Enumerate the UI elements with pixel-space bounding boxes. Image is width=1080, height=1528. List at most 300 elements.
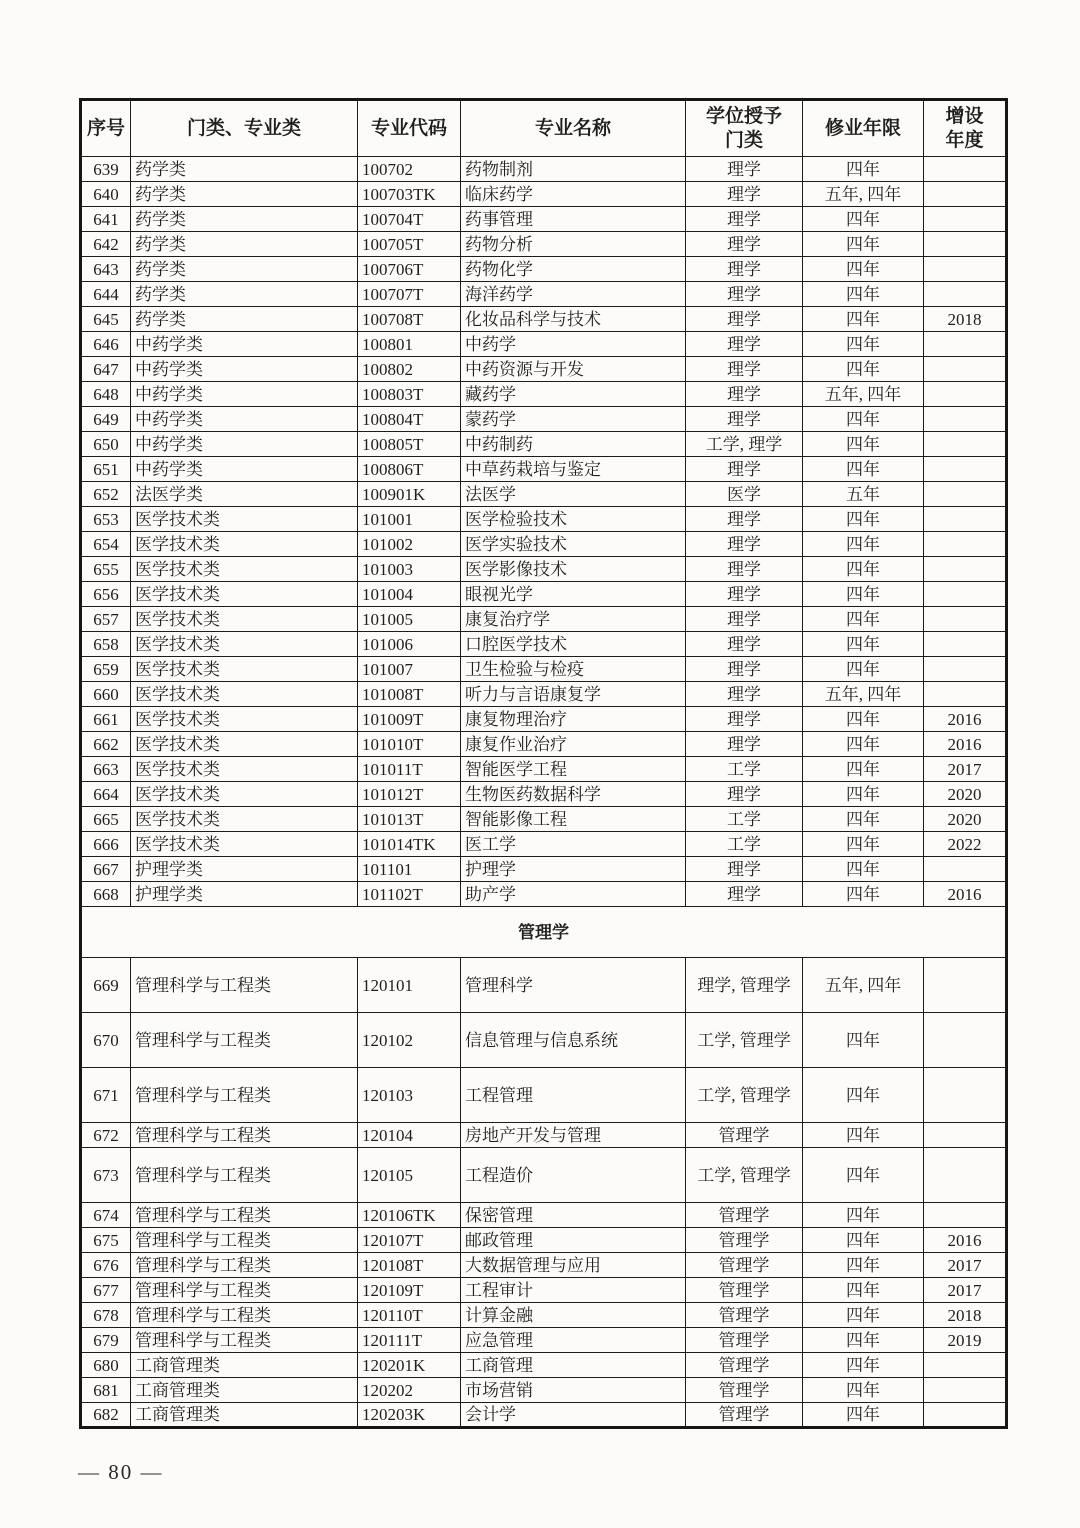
cell-years: 四年 — [803, 1403, 924, 1428]
cell-serial: 665 — [81, 807, 131, 832]
cell-year-added: 2018 — [924, 307, 1007, 332]
cell-years: 四年 — [803, 782, 924, 807]
cell-year-added: 2016 — [924, 882, 1007, 907]
cell-year-added — [924, 207, 1007, 232]
cell-code: 120201K — [358, 1353, 461, 1378]
cell-year-added — [924, 557, 1007, 582]
cell-degree: 理学 — [686, 857, 803, 882]
cell-code: 120105 — [358, 1148, 461, 1203]
cell-category: 管理科学与工程类 — [131, 1228, 358, 1253]
cell-degree: 理学 — [686, 782, 803, 807]
cell-degree: 理学 — [686, 332, 803, 357]
table-row — [81, 157, 1007, 182]
cell-years: 四年 — [803, 507, 924, 532]
cell-code: 101005 — [358, 607, 461, 632]
cell-name: 医学实验技术 — [461, 532, 686, 557]
cell-category: 医学技术类 — [131, 682, 358, 707]
table-row — [81, 1403, 1007, 1428]
cell-category: 工商管理类 — [131, 1403, 358, 1428]
cell-name: 工程审计 — [461, 1278, 686, 1303]
column-header: 增设 年度 — [924, 100, 1007, 157]
column-header: 学位授予 门类 — [686, 100, 803, 157]
table-row — [81, 1123, 1007, 1148]
cell-serial: 659 — [81, 657, 131, 682]
cell-degree: 理学 — [686, 207, 803, 232]
cell-serial: 681 — [81, 1378, 131, 1403]
cell-code: 120103 — [358, 1068, 461, 1123]
cell-code: 100703TK — [358, 182, 461, 207]
cell-degree: 理学 — [686, 657, 803, 682]
cell-category: 工商管理类 — [131, 1378, 358, 1403]
cell-category: 中药学类 — [131, 332, 358, 357]
cell-serial: 640 — [81, 182, 131, 207]
cell-year-added: 2022 — [924, 832, 1007, 857]
cell-degree: 理学 — [686, 607, 803, 632]
cell-name: 保密管理 — [461, 1203, 686, 1228]
cell-degree: 医学 — [686, 482, 803, 507]
cell-name: 蒙药学 — [461, 407, 686, 432]
cell-name: 药物制剂 — [461, 157, 686, 182]
cell-serial: 644 — [81, 282, 131, 307]
cell-serial: 668 — [81, 882, 131, 907]
table-row — [81, 257, 1007, 282]
cell-serial: 666 — [81, 832, 131, 857]
cell-serial: 641 — [81, 207, 131, 232]
table-row — [81, 457, 1007, 482]
cell-serial: 660 — [81, 682, 131, 707]
cell-years: 四年 — [803, 807, 924, 832]
table-row — [81, 682, 1007, 707]
cell-code: 100901K — [358, 482, 461, 507]
cell-year-added — [924, 482, 1007, 507]
cell-name: 中药学 — [461, 332, 686, 357]
cell-serial: 647 — [81, 357, 131, 382]
cell-years: 五年, 四年 — [803, 682, 924, 707]
table-row — [81, 1303, 1007, 1328]
cell-category: 管理科学与工程类 — [131, 1203, 358, 1228]
table-row — [81, 382, 1007, 407]
cell-serial: 639 — [81, 157, 131, 182]
cell-name: 康复物理治疗 — [461, 707, 686, 732]
cell-code: 120109T — [358, 1278, 461, 1303]
table-row — [81, 807, 1007, 832]
cell-year-added — [924, 1068, 1007, 1123]
cell-serial: 662 — [81, 732, 131, 757]
cell-years: 四年 — [803, 1353, 924, 1378]
cell-category: 医学技术类 — [131, 657, 358, 682]
cell-code: 101004 — [358, 582, 461, 607]
cell-years: 四年 — [803, 407, 924, 432]
cell-years: 四年 — [803, 282, 924, 307]
cell-years: 四年 — [803, 632, 924, 657]
table-row — [81, 207, 1007, 232]
cell-code: 100702 — [358, 157, 461, 182]
cell-serial: 673 — [81, 1148, 131, 1203]
cell-code: 100705T — [358, 232, 461, 257]
cell-years: 四年 — [803, 707, 924, 732]
cell-year-added — [924, 232, 1007, 257]
cell-name: 助产学 — [461, 882, 686, 907]
cell-degree: 管理学 — [686, 1253, 803, 1278]
cell-year-added — [924, 857, 1007, 882]
table-row — [81, 757, 1007, 782]
table-row — [81, 1228, 1007, 1253]
cell-name: 信息管理与信息系统 — [461, 1013, 686, 1068]
cell-degree: 管理学 — [686, 1228, 803, 1253]
cell-name: 护理学 — [461, 857, 686, 882]
cell-category: 医学技术类 — [131, 732, 358, 757]
cell-category: 药学类 — [131, 257, 358, 282]
cell-name: 工程管理 — [461, 1068, 686, 1123]
cell-years: 四年 — [803, 757, 924, 782]
cell-code: 120110T — [358, 1303, 461, 1328]
cell-code: 100708T — [358, 307, 461, 332]
cell-year-added — [924, 182, 1007, 207]
cell-serial: 678 — [81, 1303, 131, 1328]
cell-serial: 654 — [81, 532, 131, 557]
cell-category: 药学类 — [131, 207, 358, 232]
cell-code: 120203K — [358, 1403, 461, 1428]
cell-degree: 理学 — [686, 682, 803, 707]
cell-code: 101014TK — [358, 832, 461, 857]
cell-name: 听力与言语康复学 — [461, 682, 686, 707]
column-header: 修业年限 — [803, 100, 924, 157]
cell-years: 五年 — [803, 482, 924, 507]
cell-serial: 664 — [81, 782, 131, 807]
table-row — [81, 782, 1007, 807]
cell-code: 100804T — [358, 407, 461, 432]
table-row — [81, 1013, 1007, 1068]
cell-year-added — [924, 382, 1007, 407]
cell-year-added — [924, 1403, 1007, 1428]
cell-category: 药学类 — [131, 157, 358, 182]
cell-name: 房地产开发与管理 — [461, 1123, 686, 1148]
table-row — [81, 307, 1007, 332]
cell-name: 化妆品科学与技术 — [461, 307, 686, 332]
table-row — [81, 482, 1007, 507]
cell-degree: 理学 — [686, 357, 803, 382]
table-row — [81, 232, 1007, 257]
cell-year-added — [924, 607, 1007, 632]
cell-serial: 649 — [81, 407, 131, 432]
cell-name: 中药资源与开发 — [461, 357, 686, 382]
cell-degree: 工学 — [686, 807, 803, 832]
cell-degree: 工学, 理学 — [686, 432, 803, 457]
cell-degree: 理学 — [686, 182, 803, 207]
cell-name: 医工学 — [461, 832, 686, 857]
header-row — [81, 100, 1007, 157]
cell-serial: 675 — [81, 1228, 131, 1253]
cell-category: 工商管理类 — [131, 1353, 358, 1378]
cell-years: 四年 — [803, 232, 924, 257]
cell-degree: 理学 — [686, 532, 803, 557]
cell-degree: 管理学 — [686, 1123, 803, 1148]
cell-degree: 工学 — [686, 757, 803, 782]
cell-serial: 655 — [81, 557, 131, 582]
cell-year-added: 2020 — [924, 807, 1007, 832]
table-row — [81, 1378, 1007, 1403]
cell-code: 101007 — [358, 657, 461, 682]
cell-name: 医学影像技术 — [461, 557, 686, 582]
cell-serial: 642 — [81, 232, 131, 257]
cell-serial: 656 — [81, 582, 131, 607]
cell-code: 101012T — [358, 782, 461, 807]
cell-serial: 672 — [81, 1123, 131, 1148]
cell-code: 101011T — [358, 757, 461, 782]
cell-code: 101002 — [358, 532, 461, 557]
cell-year-added — [924, 532, 1007, 557]
cell-category: 护理学类 — [131, 882, 358, 907]
table-row — [81, 282, 1007, 307]
cell-category: 中药学类 — [131, 457, 358, 482]
cell-category: 管理科学与工程类 — [131, 1328, 358, 1353]
cell-years: 四年 — [803, 1253, 924, 1278]
cell-degree: 理学 — [686, 157, 803, 182]
cell-category: 医学技术类 — [131, 557, 358, 582]
table-row — [81, 1068, 1007, 1123]
cell-code: 101008T — [358, 682, 461, 707]
cell-name: 药物分析 — [461, 232, 686, 257]
cell-years: 四年 — [803, 157, 924, 182]
cell-serial: 680 — [81, 1353, 131, 1378]
cell-years: 四年 — [803, 332, 924, 357]
cell-degree: 理学 — [686, 707, 803, 732]
cell-category: 医学技术类 — [131, 607, 358, 632]
cell-degree: 理学, 管理学 — [686, 958, 803, 1013]
cell-serial: 661 — [81, 707, 131, 732]
cell-code: 120101 — [358, 958, 461, 1013]
cell-degree: 理学 — [686, 882, 803, 907]
cell-code: 100805T — [358, 432, 461, 457]
cell-serial: 676 — [81, 1253, 131, 1278]
cell-year-added — [924, 1148, 1007, 1203]
cell-years: 四年 — [803, 1203, 924, 1228]
cell-category: 中药学类 — [131, 432, 358, 457]
table-row — [81, 407, 1007, 432]
cell-code: 101001 — [358, 507, 461, 532]
cell-years: 四年 — [803, 557, 924, 582]
cell-serial: 663 — [81, 757, 131, 782]
cell-name: 管理科学 — [461, 958, 686, 1013]
cell-category: 管理科学与工程类 — [131, 1068, 358, 1123]
cell-year-added — [924, 457, 1007, 482]
cell-degree: 理学 — [686, 632, 803, 657]
cell-serial: 667 — [81, 857, 131, 882]
cell-name: 康复作业治疗 — [461, 732, 686, 757]
cell-name: 药事管理 — [461, 207, 686, 232]
cell-years: 四年 — [803, 1123, 924, 1148]
cell-years: 四年 — [803, 357, 924, 382]
cell-name: 医学检验技术 — [461, 507, 686, 532]
cell-year-added — [924, 682, 1007, 707]
cell-code: 100801 — [358, 332, 461, 357]
cell-serial: 670 — [81, 1013, 131, 1068]
cell-name: 法医学 — [461, 482, 686, 507]
table-row — [81, 557, 1007, 582]
cell-serial: 653 — [81, 507, 131, 532]
cell-year-added — [924, 582, 1007, 607]
table-row — [81, 857, 1007, 882]
table-header — [81, 100, 1007, 157]
cell-name: 工程造价 — [461, 1148, 686, 1203]
cell-degree: 理学 — [686, 582, 803, 607]
cell-name: 藏药学 — [461, 382, 686, 407]
cell-year-added: 2018 — [924, 1303, 1007, 1328]
cell-serial: 650 — [81, 432, 131, 457]
cell-year-added — [924, 958, 1007, 1013]
cell-category: 药学类 — [131, 307, 358, 332]
table-row — [81, 182, 1007, 207]
cell-name: 邮政管理 — [461, 1228, 686, 1253]
cell-year-added — [924, 657, 1007, 682]
cell-category: 管理科学与工程类 — [131, 1013, 358, 1068]
cell-years: 四年 — [803, 657, 924, 682]
cell-degree: 理学 — [686, 457, 803, 482]
cell-serial: 671 — [81, 1068, 131, 1123]
page-number: — 80 — — [78, 1460, 164, 1484]
cell-degree: 理学 — [686, 732, 803, 757]
cell-name: 海洋药学 — [461, 282, 686, 307]
cell-code: 120106TK — [358, 1203, 461, 1228]
cell-code: 100806T — [358, 457, 461, 482]
cell-year-added — [924, 332, 1007, 357]
table-row — [81, 958, 1007, 1013]
cell-degree: 理学 — [686, 282, 803, 307]
cell-serial: 651 — [81, 457, 131, 482]
table-row — [81, 582, 1007, 607]
cell-years: 四年 — [803, 307, 924, 332]
cell-category: 医学技术类 — [131, 707, 358, 732]
table-row — [81, 732, 1007, 757]
cell-category: 医学技术类 — [131, 757, 358, 782]
cell-code: 120104 — [358, 1123, 461, 1148]
cell-year-added: 2017 — [924, 1253, 1007, 1278]
cell-category: 医学技术类 — [131, 807, 358, 832]
cell-years: 四年 — [803, 1328, 924, 1353]
cell-code: 120108T — [358, 1253, 461, 1278]
cell-year-added — [924, 1123, 1007, 1148]
cell-year-added: 2017 — [924, 1278, 1007, 1303]
cell-serial: 669 — [81, 958, 131, 1013]
cell-years: 四年 — [803, 607, 924, 632]
cell-name: 口腔医学技术 — [461, 632, 686, 657]
cell-code: 120202 — [358, 1378, 461, 1403]
table-row — [81, 332, 1007, 357]
cell-code: 101009T — [358, 707, 461, 732]
cell-serial: 679 — [81, 1328, 131, 1353]
cell-code: 101003 — [358, 557, 461, 582]
cell-years: 四年 — [803, 832, 924, 857]
table-row — [81, 657, 1007, 682]
table-row — [81, 532, 1007, 557]
cell-degree: 工学, 管理学 — [686, 1013, 803, 1068]
cell-code: 101013T — [358, 807, 461, 832]
cell-degree: 理学 — [686, 232, 803, 257]
cell-category: 管理科学与工程类 — [131, 1148, 358, 1203]
cell-category: 医学技术类 — [131, 832, 358, 857]
cell-years: 五年, 四年 — [803, 958, 924, 1013]
table-row — [81, 432, 1007, 457]
cell-name: 应急管理 — [461, 1328, 686, 1353]
cell-degree: 理学 — [686, 557, 803, 582]
cell-year-added: 2016 — [924, 707, 1007, 732]
cell-category: 中药学类 — [131, 407, 358, 432]
cell-years: 五年, 四年 — [803, 382, 924, 407]
cell-code: 100707T — [358, 282, 461, 307]
cell-category: 管理科学与工程类 — [131, 1123, 358, 1148]
cell-name: 中药制药 — [461, 432, 686, 457]
cell-category: 药学类 — [131, 282, 358, 307]
cell-category: 护理学类 — [131, 857, 358, 882]
cell-code: 101006 — [358, 632, 461, 657]
cell-category: 医学技术类 — [131, 782, 358, 807]
cell-degree: 理学 — [686, 507, 803, 532]
cell-year-added — [924, 407, 1007, 432]
table-row — [81, 632, 1007, 657]
cell-degree: 理学 — [686, 382, 803, 407]
cell-category: 法医学类 — [131, 482, 358, 507]
cell-code: 101101 — [358, 857, 461, 882]
cell-degree: 理学 — [686, 307, 803, 332]
cell-name: 药物化学 — [461, 257, 686, 282]
cell-years: 五年, 四年 — [803, 182, 924, 207]
cell-name: 临床药学 — [461, 182, 686, 207]
cell-years: 四年 — [803, 582, 924, 607]
majors-table — [79, 98, 1008, 1429]
cell-category: 医学技术类 — [131, 507, 358, 532]
cell-degree: 管理学 — [686, 1328, 803, 1353]
cell-degree: 管理学 — [686, 1203, 803, 1228]
table-row — [81, 1328, 1007, 1353]
section-title: 管理学 — [81, 907, 1007, 958]
cell-years: 四年 — [803, 1378, 924, 1403]
cell-years: 四年 — [803, 257, 924, 282]
cell-serial: 677 — [81, 1278, 131, 1303]
cell-year-added: 2017 — [924, 757, 1007, 782]
cell-name: 大数据管理与应用 — [461, 1253, 686, 1278]
cell-year-added — [924, 257, 1007, 282]
cell-category: 管理科学与工程类 — [131, 1253, 358, 1278]
cell-code: 120107T — [358, 1228, 461, 1253]
cell-code: 100706T — [358, 257, 461, 282]
table-row — [81, 607, 1007, 632]
cell-year-added: 2016 — [924, 732, 1007, 757]
cell-degree: 理学 — [686, 257, 803, 282]
cell-serial: 674 — [81, 1203, 131, 1228]
cell-years: 四年 — [803, 1278, 924, 1303]
cell-year-added — [924, 282, 1007, 307]
cell-degree: 管理学 — [686, 1303, 803, 1328]
cell-serial: 652 — [81, 482, 131, 507]
cell-years: 四年 — [803, 532, 924, 557]
cell-years: 四年 — [803, 882, 924, 907]
cell-name: 眼视光学 — [461, 582, 686, 607]
cell-degree: 管理学 — [686, 1353, 803, 1378]
section-header-row — [81, 907, 1007, 958]
table-row — [81, 882, 1007, 907]
cell-name: 卫生检验与检疫 — [461, 657, 686, 682]
cell-name: 康复治疗学 — [461, 607, 686, 632]
cell-year-added — [924, 507, 1007, 532]
cell-code: 100803T — [358, 382, 461, 407]
cell-serial: 658 — [81, 632, 131, 657]
cell-category: 管理科学与工程类 — [131, 1278, 358, 1303]
cell-degree: 工学, 管理学 — [686, 1148, 803, 1203]
cell-years: 四年 — [803, 1303, 924, 1328]
column-header: 专业代码 — [358, 100, 461, 157]
cell-category: 管理科学与工程类 — [131, 1303, 358, 1328]
cell-name: 智能影像工程 — [461, 807, 686, 832]
